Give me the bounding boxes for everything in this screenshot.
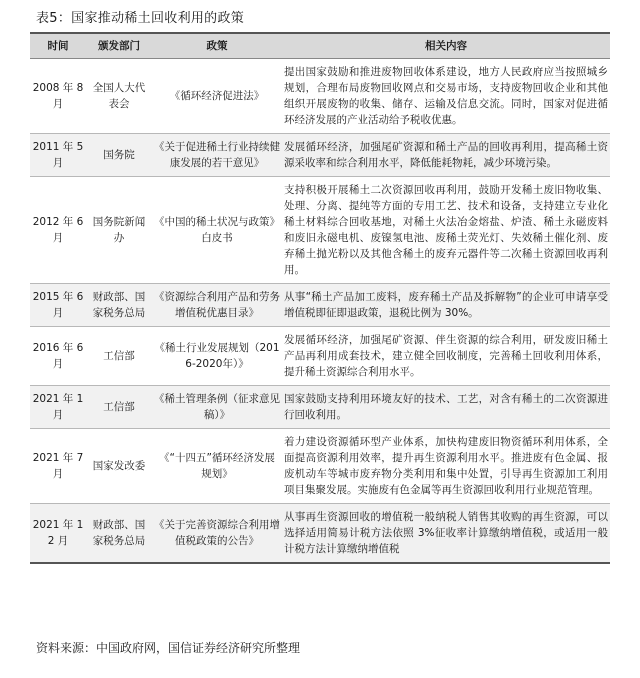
- table-header: [30, 33, 610, 59]
- cell-dept: 国务院: [86, 134, 152, 177]
- source-note: 资料来源：中国政府网，国信证券经济研究所整理: [36, 641, 301, 655]
- cell-dept: 全国人大代表会: [86, 59, 152, 134]
- header-dept: 颁发部门: [86, 33, 152, 59]
- table-row: [30, 504, 610, 564]
- cell-dept: 国家发改委: [86, 429, 152, 504]
- table-row: [30, 177, 610, 284]
- cell-content: 发展循环经济，加强尾矿资源和稀土产品的回收再利用，提高稀土资源采收率和综合利用水平，降低能耗物耗，减少环境污染。: [282, 134, 610, 177]
- cell-content: 从事“稀土产品加工废料，废弃稀土产品及拆解物”的企业可申请享受增值税即征即退政策，退税比例为 30%。: [282, 284, 610, 327]
- cell-content: 发展循环经济，加强尾矿资源、伴生资源的综合利用，研发废旧稀土产品再利用成套技术，建立健全回收制度，完善稀土回收利用体系，提升稀土资源综合利用水平。: [282, 327, 610, 386]
- cell-policy: 《稀土行业发展规划（2016-2020年）》: [152, 327, 282, 386]
- cell-dept: 国务院新闻办: [86, 177, 152, 284]
- header-row: [30, 33, 610, 59]
- cell-policy: 《资源综合利用产品和劳务增值税优惠目录》: [152, 284, 282, 327]
- table-title: 表5：国家推动稀土回收利用的政策: [36, 11, 245, 26]
- cell-time: 2015 年 6 月: [30, 284, 86, 327]
- cell-policy: 《稀土管理条例（征求意见稿）》: [152, 386, 282, 429]
- header-content: 相关内容: [282, 33, 610, 59]
- cell-time: 2021 年 1 月: [30, 386, 86, 429]
- cell-policy: 《循环经济促进法》: [152, 59, 282, 134]
- cell-content: 支持积极开展稀土二次资源回收再利用，鼓励开发稀土废旧物收集、处理、分离、提纯等方面的专用工艺、技术和设备，支持建立专业化稀土材料综合回收基地，对稀土火法冶金熔盐、炉渣、稀土永磁废料和废旧永磁电机、废镍氢电池、废稀土荧光灯、失效稀土催化剂、废弃稀土抛光粉以及其他含稀土的废弃元器件等二次稀土资源回收再利用。: [282, 177, 610, 284]
- header-time: 时间: [30, 33, 86, 59]
- header-policy: 政策: [152, 33, 282, 59]
- cell-dept: 财政部、国家税务总局: [86, 284, 152, 327]
- cell-time: 2008 年 8 月: [30, 59, 86, 134]
- cell-content: 从事再生资源回收的增值税一般纳税人销售其收购的再生资源，可以选择适用简易计税方法依照 3%征收率计算缴纳增值税，或适用一般计税方法计算缴纳增值税: [282, 504, 610, 564]
- cell-content: 提出国家鼓励和推进废物回收体系建设，地方人民政府应当按照城乡规划，合理布局废物回收网点和交易市场，支持废物回收企业和其他组织开展废物的收集、储存、运输及信息交流。同时，国家对促进循环经济发展的产业活动给予税收优惠。: [282, 59, 610, 134]
- table-row: [30, 327, 610, 386]
- table-row: [30, 429, 610, 504]
- cell-policy: 《关于完善资源综合利用增值税政策的公告》: [152, 504, 282, 564]
- cell-time: 2011 年 5 月: [30, 134, 86, 177]
- table-body: [30, 59, 610, 564]
- cell-dept: 工信部: [86, 327, 152, 386]
- cell-policy: 《中国的稀土状况与政策》白皮书: [152, 177, 282, 284]
- cell-time: 2021 年 7 月: [30, 429, 86, 504]
- cell-content: 着力建设资源循环型产业体系，加快构建废旧物资循环利用体系，全面提高资源利用效率，提升再生资源利用水平。推进废有色金属、报废机动车等城市废弃物分类利用和集中处置，引导再生资源加工利用项目集聚发展。实施废有色金属等再生资源回收利用行业规范管理。: [282, 429, 610, 504]
- cell-time: 2012 年 6 月: [30, 177, 86, 284]
- table-row: [30, 134, 610, 177]
- table-row: [30, 386, 610, 429]
- cell-time: 2016 年 6 月: [30, 327, 86, 386]
- cell-policy: 《关于促进稀土行业持续健康发展的若干意见》: [152, 134, 282, 177]
- table-row: [30, 284, 610, 327]
- cell-content: 国家鼓励支持利用环境友好的技术、工艺，对含有稀土的二次资源进行回收利用。: [282, 386, 610, 429]
- cell-dept: 财政部、国家税务总局: [86, 504, 152, 564]
- table-row: [30, 59, 610, 134]
- cell-time: 2021 年 12 月: [30, 504, 86, 564]
- cell-policy: 《“十四五”循环经济发展规划》: [152, 429, 282, 504]
- policy-table: [30, 32, 610, 564]
- cell-dept: 工信部: [86, 386, 152, 429]
